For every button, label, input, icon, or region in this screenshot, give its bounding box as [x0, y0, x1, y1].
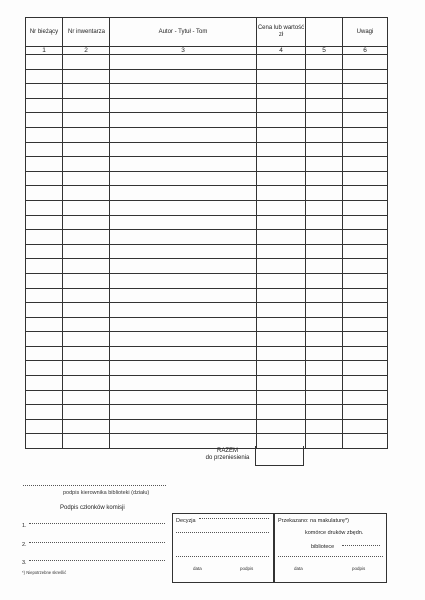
table-cell[interactable]: [110, 273, 257, 288]
table-cell[interactable]: [63, 376, 110, 391]
table-cell[interactable]: [343, 230, 388, 245]
table-cell[interactable]: [63, 171, 110, 186]
table-cell[interactable]: [26, 98, 63, 113]
table-row: [26, 171, 388, 186]
table-cell[interactable]: [63, 215, 110, 230]
inventory-table: [25, 17, 388, 449]
table-cell[interactable]: [343, 84, 388, 99]
footnote: *) Niepotrzebne skreślić: [22, 570, 67, 575]
transfer-option-shredding: komórce druków zbędn.: [305, 530, 364, 536]
transfer-signature-label: podpis: [352, 566, 366, 571]
table-row: [26, 55, 388, 70]
table-cell[interactable]: [343, 259, 388, 274]
table-cell[interactable]: [257, 186, 306, 201]
table-cell[interactable]: [343, 434, 388, 449]
table-cell[interactable]: [306, 127, 343, 142]
table-cell[interactable]: [306, 390, 343, 405]
table-cell[interactable]: [110, 113, 257, 128]
table-cell[interactable]: [343, 98, 388, 113]
column-number-row: [26, 47, 388, 55]
table-cell[interactable]: [63, 200, 110, 215]
table-cell[interactable]: [306, 84, 343, 99]
table-cell[interactable]: [110, 127, 257, 142]
member-2-signature-line[interactable]: [29, 542, 165, 543]
table-cell[interactable]: [63, 419, 110, 434]
table-cell[interactable]: [110, 142, 257, 157]
table-row: [26, 215, 388, 230]
table-cell[interactable]: [306, 186, 343, 201]
column-number: 3: [110, 47, 257, 55]
table-cell[interactable]: [257, 113, 306, 128]
table-cell[interactable]: [26, 434, 63, 449]
table-cell[interactable]: [110, 346, 257, 361]
totals-label: [200, 448, 255, 462]
table-cell[interactable]: [110, 98, 257, 113]
table-cell[interactable]: [63, 434, 110, 449]
header-current-number: Nr bieżący: [26, 18, 63, 47]
table-cell[interactable]: [110, 332, 257, 347]
table-cell[interactable]: [306, 142, 343, 157]
table-cell[interactable]: [306, 200, 343, 215]
table-cell[interactable]: [110, 303, 257, 318]
transfer-label: Przekazano: na makulaturę*): [278, 518, 349, 524]
table-cell[interactable]: [306, 346, 343, 361]
table-cell[interactable]: [343, 346, 388, 361]
table-cell[interactable]: [63, 303, 110, 318]
table-cell[interactable]: [343, 55, 388, 70]
decision-line-2[interactable]: [176, 532, 269, 533]
table-cell[interactable]: [257, 69, 306, 84]
table-cell[interactable]: [257, 98, 306, 113]
table-cell[interactable]: [63, 98, 110, 113]
table-row: [26, 244, 388, 259]
table-cell[interactable]: [306, 157, 343, 172]
table-cell[interactable]: [257, 332, 306, 347]
table-cell[interactable]: [26, 113, 63, 128]
table-cell[interactable]: [110, 55, 257, 70]
member-3-label: 3.: [22, 560, 27, 566]
table-cell[interactable]: [306, 215, 343, 230]
decision-line-3[interactable]: [176, 556, 269, 557]
table-cell[interactable]: [257, 419, 306, 434]
table-cell[interactable]: [26, 84, 63, 99]
table-cell[interactable]: [26, 200, 63, 215]
table-cell[interactable]: [306, 405, 343, 420]
table-cell[interactable]: [110, 230, 257, 245]
table-cell[interactable]: [63, 346, 110, 361]
decision-line-1[interactable]: [199, 518, 269, 519]
table-cell[interactable]: [63, 113, 110, 128]
carry-over-label: do przeniesienia: [205, 455, 250, 461]
table-cell[interactable]: [26, 419, 63, 434]
member-2-label: 2.: [22, 542, 27, 548]
table-cell[interactable]: [26, 157, 63, 172]
table-cell[interactable]: [26, 346, 63, 361]
table-cell[interactable]: [110, 200, 257, 215]
table-cell[interactable]: [26, 317, 63, 332]
decision-date-label: data: [193, 566, 202, 571]
table-cell[interactable]: [257, 244, 306, 259]
table-row: [26, 303, 388, 318]
table-cell[interactable]: [257, 84, 306, 99]
table-cell[interactable]: [257, 127, 306, 142]
committee-title: Podpis członków komisji: [60, 505, 125, 511]
table-row: [26, 259, 388, 274]
table-cell[interactable]: [110, 390, 257, 405]
table-cell[interactable]: [63, 361, 110, 376]
header-col5: [306, 18, 343, 47]
table-cell[interactable]: [63, 186, 110, 201]
table-cell[interactable]: [110, 288, 257, 303]
table-cell[interactable]: [110, 317, 257, 332]
table-cell[interactable]: [63, 84, 110, 99]
table-cell[interactable]: [306, 98, 343, 113]
table-cell[interactable]: [63, 259, 110, 274]
table-row: [26, 98, 388, 113]
table-cell[interactable]: [343, 317, 388, 332]
table-cell[interactable]: [257, 376, 306, 391]
librarian-signature-caption: podpis kierownika biblioteki (działu): [63, 490, 150, 496]
table-cell[interactable]: [63, 390, 110, 405]
table-cell[interactable]: [63, 317, 110, 332]
table-cell[interactable]: [343, 405, 388, 420]
table-cell[interactable]: [343, 419, 388, 434]
table-cell[interactable]: [110, 259, 257, 274]
table-cell[interactable]: [26, 288, 63, 303]
table-cell[interactable]: [343, 303, 388, 318]
header-inventory-number: Nr inwentarza: [63, 18, 110, 47]
column-number: 2: [63, 47, 110, 55]
table-row: [26, 127, 388, 142]
table-cell[interactable]: [306, 332, 343, 347]
table-cell[interactable]: [343, 69, 388, 84]
table-cell[interactable]: [306, 230, 343, 245]
table-row: [26, 317, 388, 332]
table-cell[interactable]: [343, 215, 388, 230]
table-row: [26, 69, 388, 84]
table-cell[interactable]: [110, 405, 257, 420]
table-cell[interactable]: [343, 390, 388, 405]
table-cell[interactable]: [343, 127, 388, 142]
table-cell[interactable]: [63, 157, 110, 172]
table-cell[interactable]: [26, 332, 63, 347]
table-cell[interactable]: [63, 127, 110, 142]
table-cell[interactable]: [257, 230, 306, 245]
table-cell[interactable]: [63, 273, 110, 288]
table-cell[interactable]: [343, 171, 388, 186]
table-cell[interactable]: [306, 171, 343, 186]
table-row: [26, 273, 388, 288]
header-author-title: Autor - Tytuł - Tom: [110, 18, 257, 47]
table-cell[interactable]: [26, 127, 63, 142]
table-row: [26, 405, 388, 420]
table-cell[interactable]: [257, 303, 306, 318]
table-cell[interactable]: [26, 171, 63, 186]
table-cell[interactable]: [257, 55, 306, 70]
razem-label: RAZEM: [217, 448, 238, 454]
table-cell[interactable]: [306, 361, 343, 376]
transfer-library-line[interactable]: [342, 545, 380, 546]
table-cell[interactable]: [26, 376, 63, 391]
table-cell[interactable]: [26, 69, 63, 84]
transfer-line[interactable]: [278, 556, 383, 557]
table-cell[interactable]: [26, 186, 63, 201]
table-cell[interactable]: [257, 273, 306, 288]
table-cell[interactable]: [257, 142, 306, 157]
table-cell[interactable]: [257, 200, 306, 215]
table-cell[interactable]: [343, 186, 388, 201]
table-cell[interactable]: [306, 419, 343, 434]
table-cell[interactable]: [306, 55, 343, 70]
transfer-option-library: bibliotece: [311, 544, 335, 550]
table-cell[interactable]: [343, 200, 388, 215]
table-row: [26, 113, 388, 128]
table-cell[interactable]: [110, 171, 257, 186]
table-cell[interactable]: [343, 157, 388, 172]
table-cell[interactable]: [343, 361, 388, 376]
table-cell[interactable]: [26, 142, 63, 157]
table-cell[interactable]: [306, 303, 343, 318]
table-row: [26, 157, 388, 172]
table-cell[interactable]: [257, 346, 306, 361]
table-cell[interactable]: [306, 434, 343, 449]
table-cell[interactable]: [110, 186, 257, 201]
column-number: 1: [26, 47, 63, 55]
table-row: [26, 84, 388, 99]
table-cell[interactable]: [257, 361, 306, 376]
table-cell[interactable]: [26, 244, 63, 259]
column-number: 4: [257, 47, 306, 55]
member-1-label: 1.: [22, 523, 27, 529]
table-cell[interactable]: [63, 332, 110, 347]
table-cell[interactable]: [110, 215, 257, 230]
table-cell[interactable]: [343, 244, 388, 259]
table-cell[interactable]: [306, 244, 343, 259]
table-cell[interactable]: [343, 142, 388, 157]
table-cell[interactable]: [257, 215, 306, 230]
table-cell[interactable]: [343, 288, 388, 303]
table-cell[interactable]: [257, 390, 306, 405]
table-row: [26, 419, 388, 434]
table-cell[interactable]: [26, 361, 63, 376]
table-cell[interactable]: [306, 376, 343, 391]
table-cell[interactable]: [343, 273, 388, 288]
table-cell[interactable]: [63, 69, 110, 84]
table-cell[interactable]: [306, 273, 343, 288]
table-cell[interactable]: [26, 55, 63, 70]
member-3-signature-line[interactable]: [29, 560, 165, 561]
table-row: [26, 186, 388, 201]
table-cell[interactable]: [257, 405, 306, 420]
table-cell[interactable]: [110, 157, 257, 172]
table-cell[interactable]: [110, 69, 257, 84]
table-cell[interactable]: [63, 142, 110, 157]
table-row: [26, 332, 388, 347]
table-cell[interactable]: [63, 244, 110, 259]
table-cell[interactable]: [306, 259, 343, 274]
table-row: [26, 376, 388, 391]
decision-label: Decyzja: [176, 518, 196, 524]
table-cell[interactable]: [343, 113, 388, 128]
table-row: [26, 142, 388, 157]
table-row: [26, 434, 388, 449]
member-1-signature-line[interactable]: [29, 523, 165, 524]
table-cell[interactable]: [257, 317, 306, 332]
table-cell[interactable]: [63, 230, 110, 245]
librarian-signature-line[interactable]: [23, 485, 166, 486]
column-number: 5: [306, 47, 343, 55]
table-cell[interactable]: [257, 288, 306, 303]
table-row: [26, 288, 388, 303]
table-cell[interactable]: [343, 376, 388, 391]
table-cell[interactable]: [63, 55, 110, 70]
table-cell[interactable]: [26, 405, 63, 420]
table-cell[interactable]: [110, 434, 257, 449]
table-cell[interactable]: [110, 84, 257, 99]
table-cell[interactable]: [26, 259, 63, 274]
table-cell[interactable]: [26, 303, 63, 318]
table-row: [26, 230, 388, 245]
decision-signature-label: podpis: [240, 566, 254, 571]
transfer-date-label: data: [294, 566, 303, 571]
table-cell[interactable]: [343, 332, 388, 347]
table-row: [26, 390, 388, 405]
table-cell[interactable]: [110, 376, 257, 391]
table-row: [26, 346, 388, 361]
table-cell[interactable]: [63, 288, 110, 303]
column-number: 6: [343, 47, 388, 55]
table-cell[interactable]: [257, 259, 306, 274]
table-cell[interactable]: [306, 317, 343, 332]
table-cell[interactable]: [110, 419, 257, 434]
table-cell[interactable]: [306, 69, 343, 84]
table-cell[interactable]: [306, 288, 343, 303]
table-cell[interactable]: [26, 273, 63, 288]
table-cell[interactable]: [26, 215, 63, 230]
header-remarks: Uwagi: [343, 18, 388, 47]
table-cell[interactable]: [306, 113, 343, 128]
table-cell[interactable]: [257, 171, 306, 186]
header-price: Cena lub wartość zł: [257, 18, 306, 47]
table-cell[interactable]: [110, 244, 257, 259]
table-row: [26, 200, 388, 215]
totals-value-box[interactable]: [255, 446, 304, 466]
table-cell[interactable]: [26, 230, 63, 245]
table-cell[interactable]: [63, 405, 110, 420]
table-row: [26, 361, 388, 376]
table-cell[interactable]: [110, 361, 257, 376]
table-cell[interactable]: [257, 157, 306, 172]
header-row: [26, 18, 388, 47]
table-cell[interactable]: [26, 390, 63, 405]
